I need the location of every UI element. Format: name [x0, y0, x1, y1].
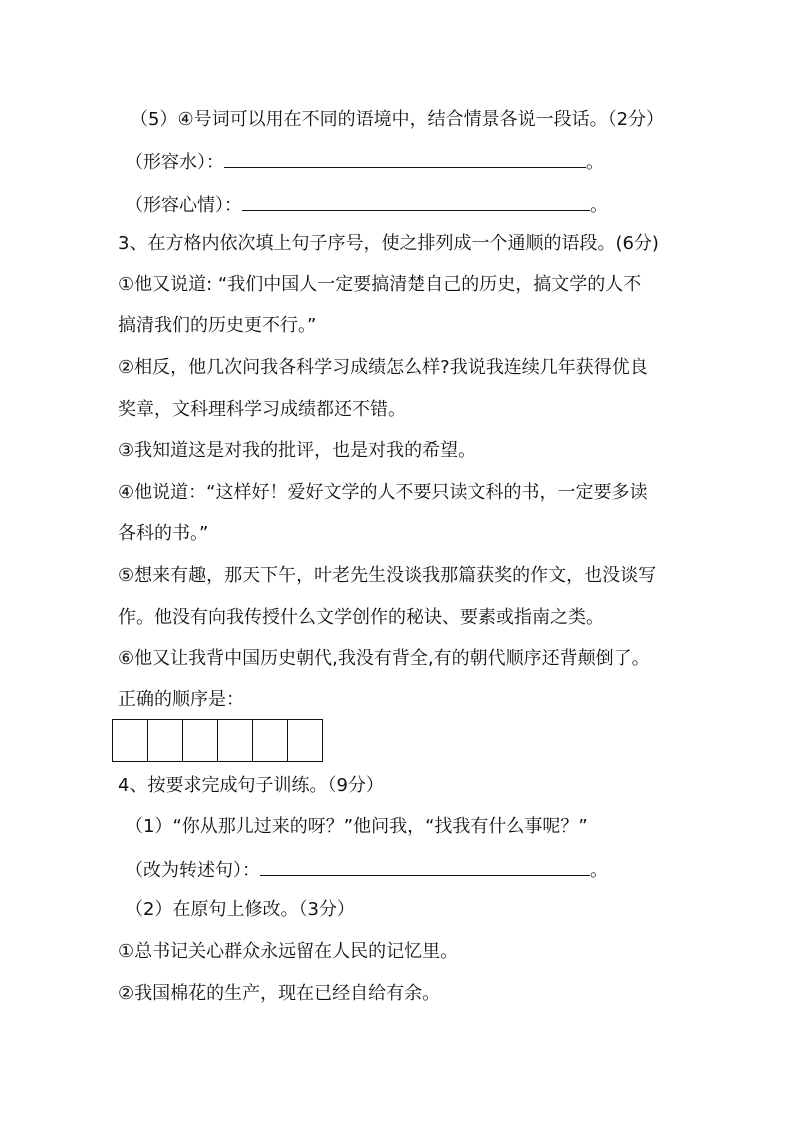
q4-indirect-row — [125, 857, 608, 883]
q3-line: ③我知道这是对我的批评，也是对我的希望。 — [118, 440, 477, 461]
order-box-6[interactable] — [288, 719, 323, 762]
mood-label: （形容心情）： — [125, 195, 242, 216]
q2-part5-prompt: （5）④号词可以用在不同的语境中，结合情景各说一段话。（2分） — [130, 109, 665, 130]
q3-line: ⑤想来有趣，那天下午，叶老先生没谈我那篇获奖的作文，也没谈写 — [118, 565, 657, 586]
q3-line: ②相反，他几次问我各科学习成绩怎么样?我说我连续几年获得优良 — [118, 357, 648, 378]
q3-line: 奖章，文科理科学习成绩都还不错。 — [118, 399, 406, 420]
order-box-1[interactable] — [113, 719, 148, 762]
q4-part1-sentence: （1）“你从那儿过来的呀？”他问我，“找我有什么事呢？” — [125, 816, 588, 837]
q3-line: 各科的书。” — [118, 523, 209, 544]
q4-part2-prompt: （2）在原句上修改。（3分） — [125, 899, 355, 920]
q3-line: 搞清我们的历史更不行。” — [118, 315, 317, 336]
q3-line: ①他又说道: “我们中国人一定要搞清楚自己的历史，搞文学的人不 — [118, 274, 642, 295]
q4-item: ①总书记关心群众永远留在人民的记忆里。 — [118, 941, 459, 962]
mood-end-mark: 。 — [590, 195, 608, 216]
order-box-4[interactable] — [218, 719, 253, 762]
q3-line: ⑥他又让我背中国历史朝代,我没有背全,有的朝代顺序还背颠倒了。 — [118, 648, 650, 669]
order-box-2[interactable] — [148, 719, 183, 762]
water-end-mark: 。 — [586, 152, 604, 173]
order-box-3[interactable] — [183, 719, 218, 762]
q3-title: 3、在方格内依次填上句子序号，使之排列成一个通顺的语段。(6分) — [118, 233, 659, 254]
water-answer-blank[interactable] — [224, 149, 586, 168]
indirect-answer-blank[interactable] — [260, 857, 590, 876]
q2-mood-row — [125, 192, 608, 218]
q2-water-row — [125, 149, 604, 175]
water-label: （形容水）： — [125, 152, 224, 173]
indirect-label: （改为转述句）： — [125, 860, 260, 881]
q3-order-label: 正确的顺序是： — [118, 689, 244, 710]
order-answer-boxes — [112, 719, 323, 762]
q3-line: ④他说道：“这样好！爱好文学的人不要只读文科的书，一定要多读 — [118, 482, 648, 503]
order-box-5[interactable] — [253, 719, 288, 762]
q3-line: 作。他没有向我传授什么文学创作的秘诀、要素或指南之类。 — [118, 607, 604, 628]
q4-title: 4、按要求完成句子训练。（9分） — [118, 775, 384, 796]
q4-item: ②我国棉花的生产，现在已经自给有余。 — [118, 983, 441, 1004]
mood-answer-blank[interactable] — [242, 192, 590, 211]
indirect-end-mark: 。 — [590, 860, 608, 881]
